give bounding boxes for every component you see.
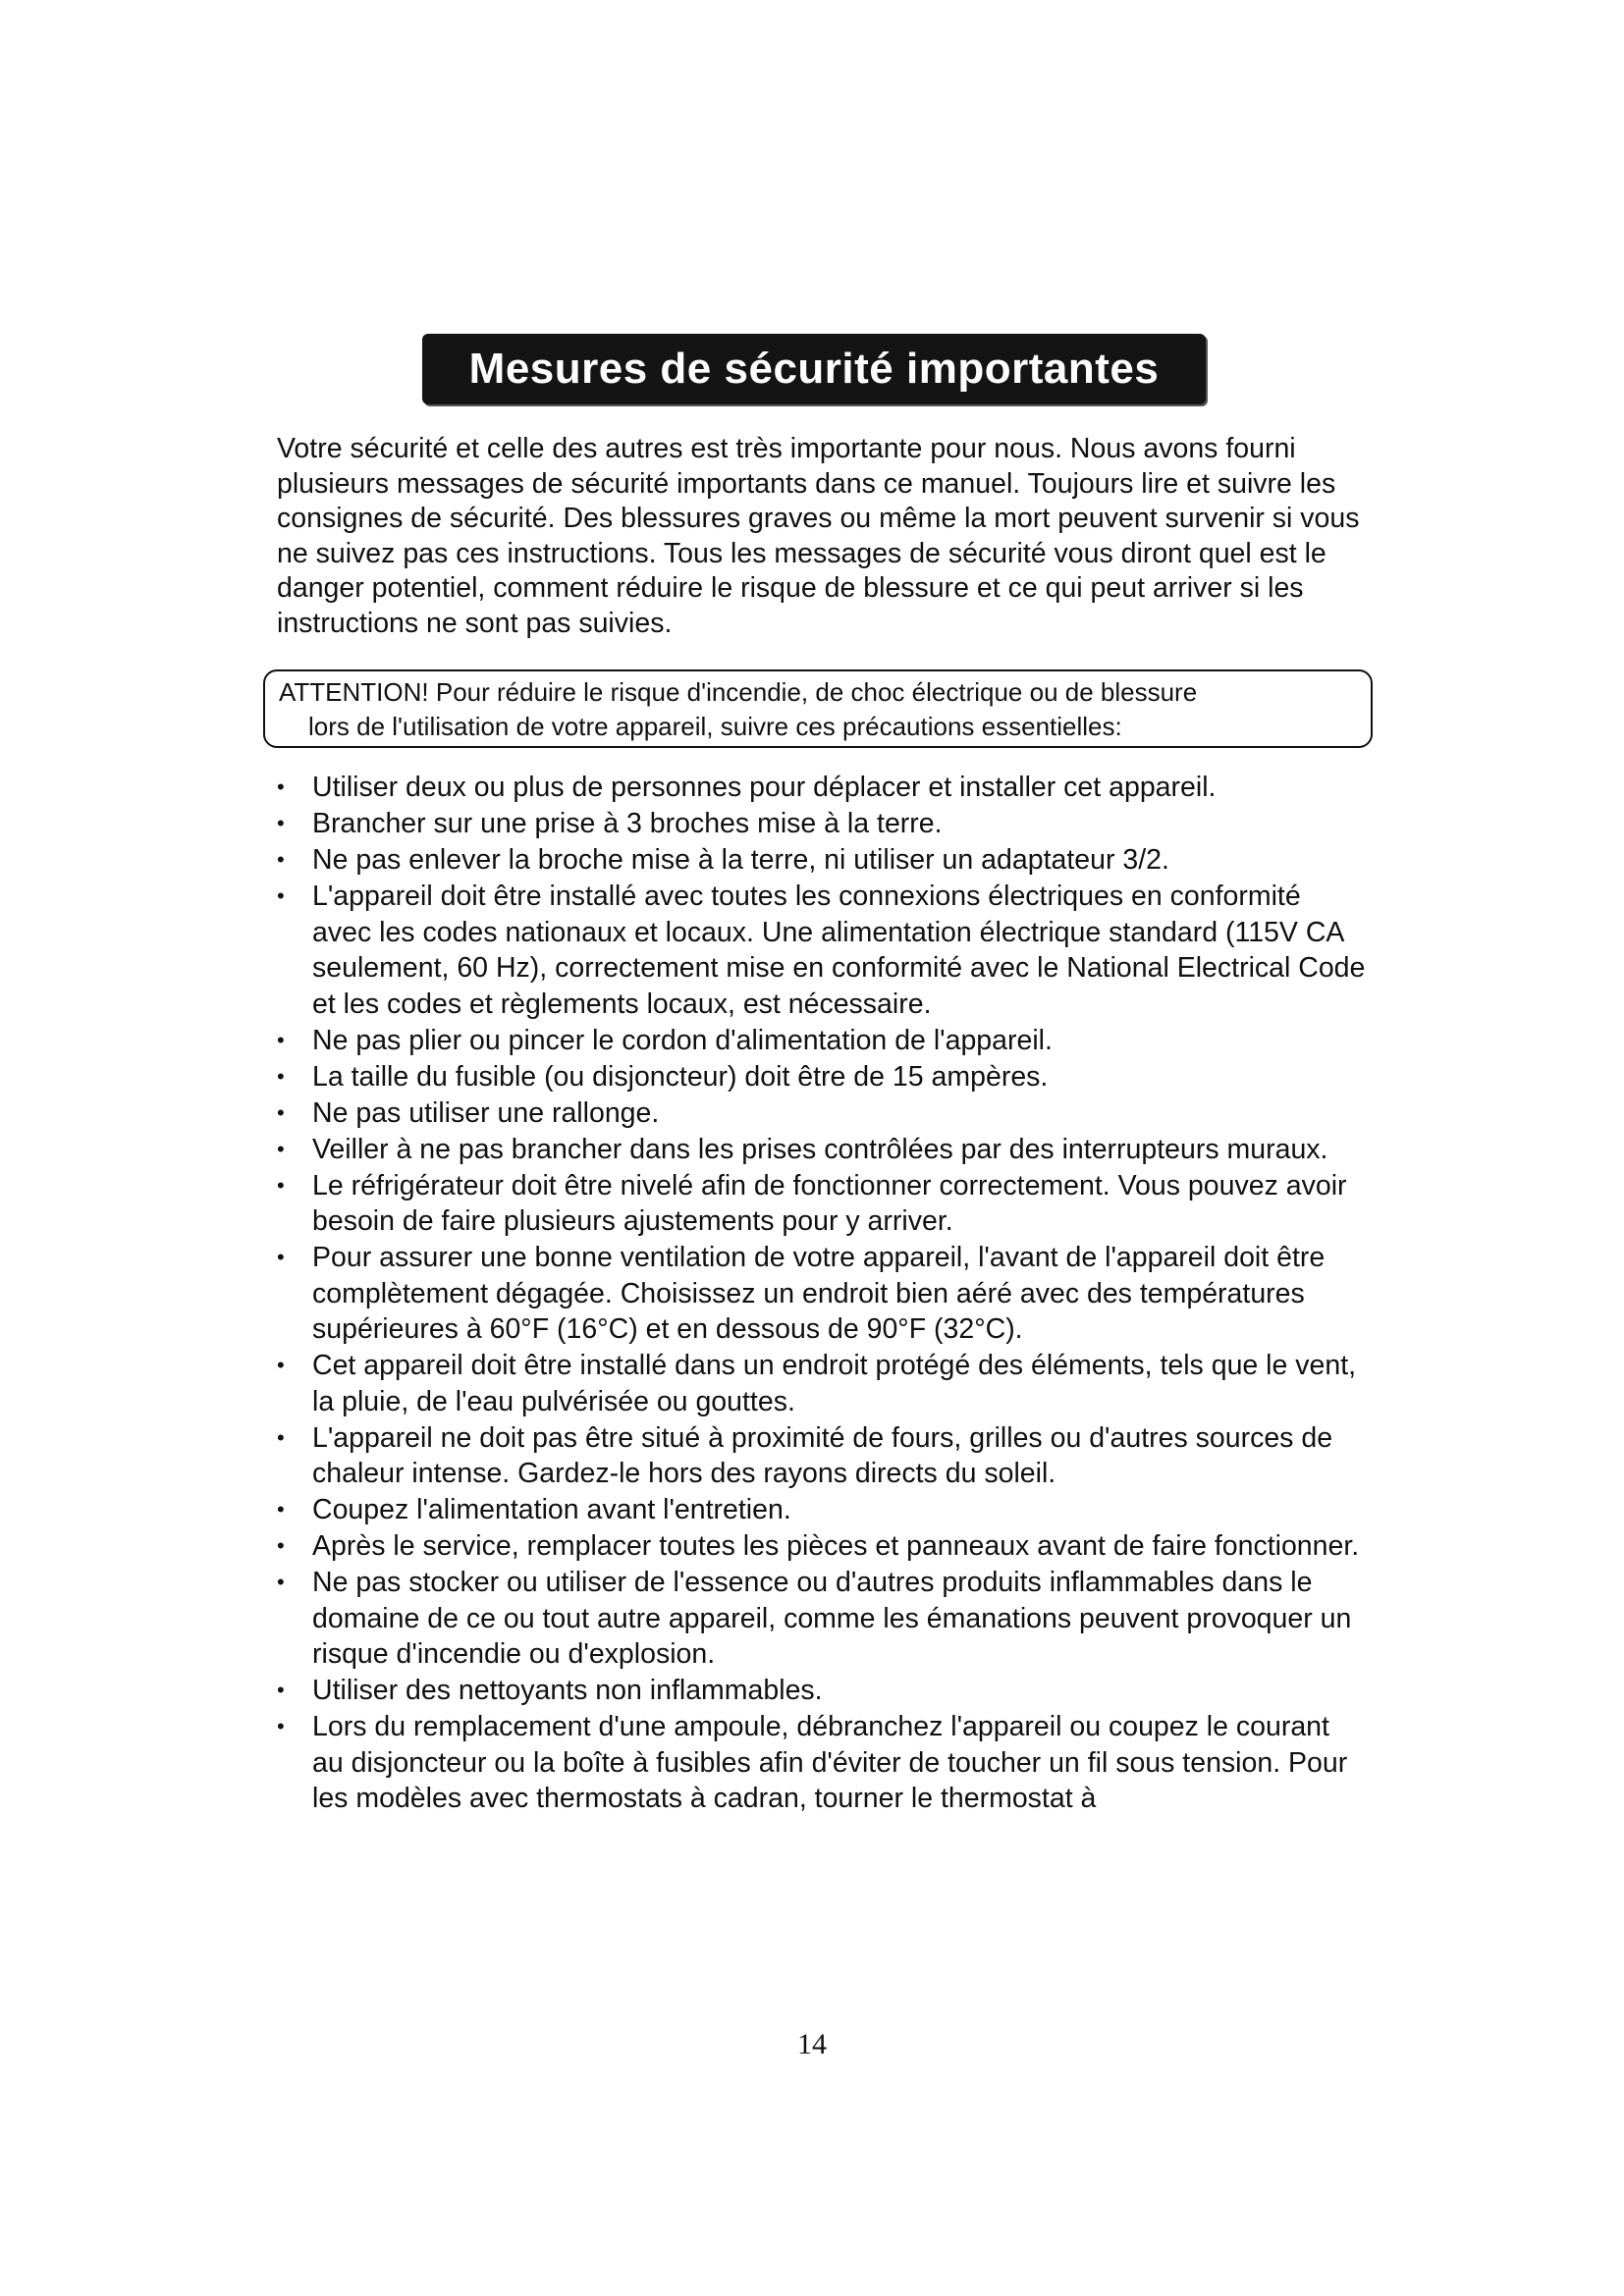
bullet-icon: •: [277, 1099, 285, 1125]
list-item-text: Ne pas stocker ou utiliser de l'essence ou d'autres produits inflammables dans le domaine de ce ou tout autre appareil, comme les émanations peuvent provoquer un risque d'incendie ou d'explosion.: [312, 1567, 1352, 1670]
list-item: [277, 1528, 1367, 1565]
list-item-text: Après le service, remplacer toutes les pièces et panneaux avant de faire fonctionner.: [312, 1530, 1360, 1562]
intro-paragraph: Votre sécurité et celle des autres est très importante pour nous. Nous avons fourni plusieurs messages de sécurité importants dans ce manuel. Toujours lire et suivre les consignes de sécurité. Des blessures graves ou même la mort peuvent survenir si vous ne suivez pas ces instructions. Tous les messages de sécurité vous diront quel est le danger potentiel, comment réduire le risque de blessure et ce qui peut arriver si les instructions ne sont pas suivies.: [277, 433, 1360, 639]
bullet-icon: •: [277, 1136, 285, 1161]
list-item: [277, 1348, 1367, 1419]
list-item: [277, 1673, 1367, 1709]
bullet-icon: •: [277, 811, 285, 835]
list-item-text: Ne pas enlever la broche mise à la terre, ni utiliser un adaptateur 3/2.: [312, 844, 1169, 876]
list-item: [277, 842, 1367, 879]
list-item-text: Pour assurer une bonne ventilation de votre appareil, l'avant de l'appareil doit être complètement dégagée. Choisissez un endroit bien aéré avec des températures supérieures à 60°F (16°C) et en dessous de 90°F (32°C).: [312, 1242, 1326, 1345]
list-item: [277, 1565, 1367, 1673]
list-item: [277, 1132, 1367, 1168]
bullet-icon: •: [277, 1424, 285, 1450]
bullet-icon: •: [277, 847, 285, 872]
bullet-icon: •: [277, 1714, 285, 1738]
bullet-icon: •: [277, 1678, 285, 1702]
list-item-text: L'appareil ne doit pas être situé à proximité de fours, grilles ou d'autres sources de chaleur intense. Gardez-le hors des rayons directs du soleil.: [312, 1421, 1333, 1489]
warning-box: [263, 669, 1373, 748]
list-item: [277, 1059, 1367, 1095]
list-item: [277, 770, 1367, 806]
list-item-text: Ne pas utiliser une rallonge.: [312, 1096, 660, 1129]
list-item: [277, 1095, 1367, 1132]
list-item-text: Utiliser deux ou plus de personnes pour déplacer et installer cet appareil.: [312, 772, 1217, 803]
bullet-icon: •: [277, 1027, 285, 1052]
list-item: [277, 1168, 1367, 1240]
list-item-text: Lors du remplacement d'une ampoule, débranchez l'appareil ou coupez le courant au disjoncteur ou la boîte à fusibles afin d'éviter de toucher un fil sous tension. Pour les modèles avec thermostats à cadran, tourner le thermostat à: [312, 1711, 1348, 1814]
page-number: 14: [797, 2028, 827, 2060]
list-item-text: Coupez l'alimentation avant l'entretien.: [312, 1494, 791, 1525]
bullet-icon: •: [277, 1172, 285, 1198]
list-item: [277, 1420, 1367, 1492]
bullet-icon: •: [277, 1353, 285, 1377]
list-item-text: Ne pas plier ou pincer le cordon d'alimentation de l'appareil.: [312, 1024, 1053, 1056]
bullet-icon: •: [277, 1063, 285, 1089]
list-item: [277, 1709, 1367, 1817]
page-title: Mesures de sécurité importantes: [468, 345, 1160, 393]
title-banner: [422, 334, 1206, 404]
list-item-text: Le réfrigérateur doit être nivelé afin de fonctionner correctement. Vous pouvez avoir besoin de faire plusieurs ajustements pour y arriver.: [312, 1169, 1347, 1237]
bullet-icon: •: [277, 1533, 285, 1558]
list-item-text: Cet appareil doit être installé dans un endroit protégé des éléments, tels que le vent, la pluie, de l'eau pulvérisée ou gouttes.: [312, 1350, 1357, 1417]
list-item-text: La taille du fusible (ou disjoncteur) doit être de 15 ampères.: [312, 1060, 1049, 1093]
list-item: [277, 806, 1367, 842]
list-item-text: Brancher sur une prise à 3 broches mise à la terre.: [312, 808, 943, 839]
list-item: [277, 879, 1367, 1022]
bullet-icon: •: [277, 1245, 285, 1269]
bullet-icon: •: [277, 774, 285, 799]
bullet-icon: •: [277, 1570, 285, 1594]
list-item: [277, 1492, 1367, 1528]
list-item-text: L'appareil doit être installé avec toutes les connexions électriques en conformité avec les codes nationaux et locaux. Une alimentation électrique standard (115V CA seulement, 60 Hz), correctement mise en conformité avec le National Electrical Code et les codes et règlements locaux, est nécessaire.: [312, 881, 1366, 1020]
warning-line-1: ATTENTION! Pour réduire le risque d'incendie, de choc électrique ou de blessure: [279, 677, 1198, 707]
list-item: [277, 1240, 1367, 1348]
safety-bullet-list: [277, 770, 1367, 1817]
list-item: [277, 1023, 1367, 1059]
bullet-icon: •: [277, 1497, 285, 1522]
warning-line-2: lors de l'utilisation de votre appareil, suivre ces précautions essentielles:: [308, 712, 1122, 741]
list-item-text: Veiller à ne pas brancher dans les prises contrôlées par des interrupteurs muraux.: [312, 1133, 1328, 1165]
bullet-icon: •: [277, 883, 285, 908]
list-item-text: Utiliser des nettoyants non inflammables.: [312, 1675, 823, 1706]
